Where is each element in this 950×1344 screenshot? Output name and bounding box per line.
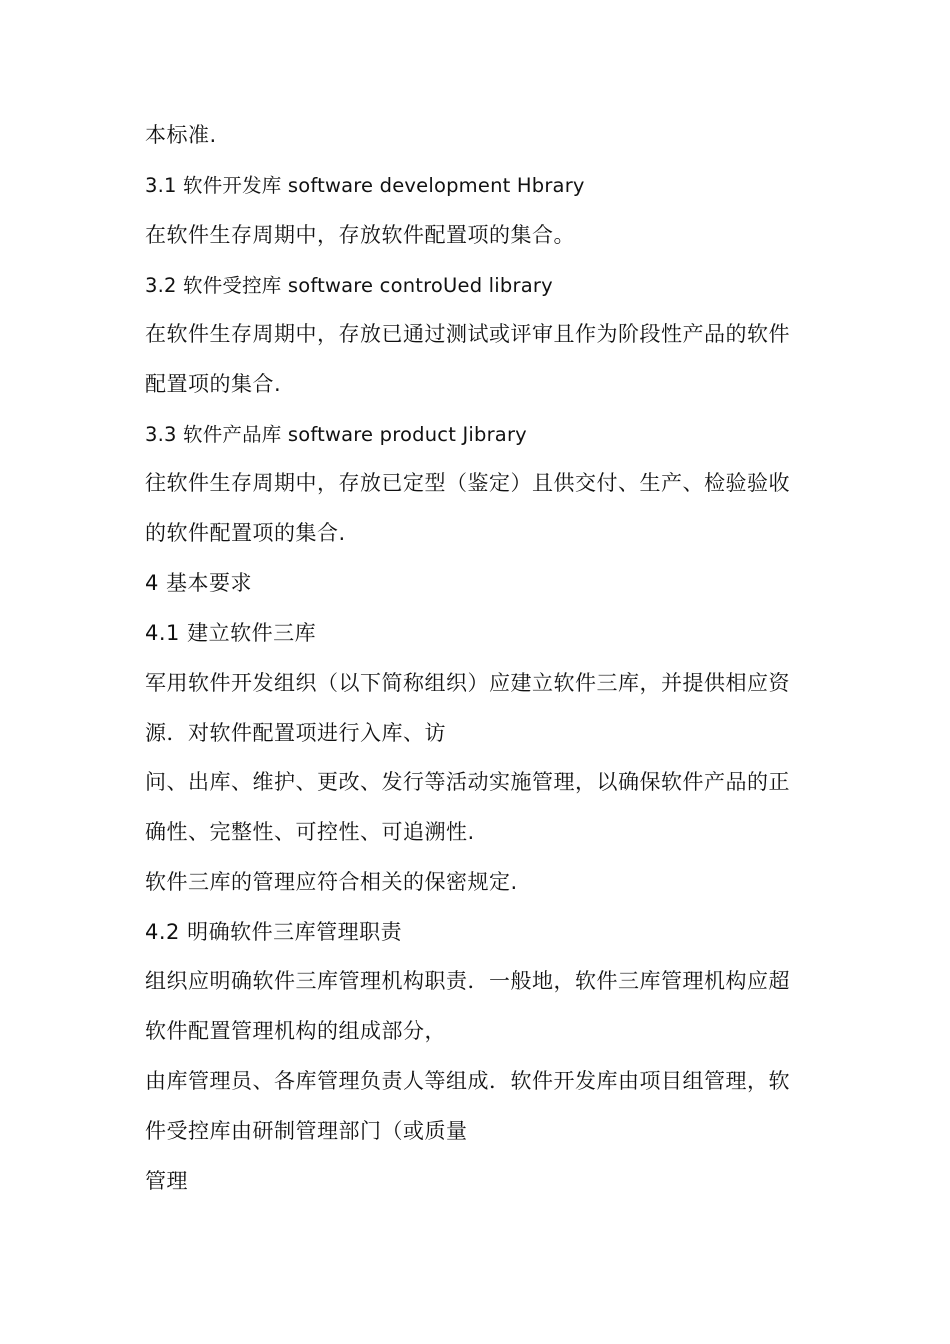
section-heading-4-1: 4.1 建立软件三库 [145,621,317,645]
text-line: 组织应明确软件三库管理机构职责．一般地，软件三库管理机构应超 [145,969,790,993]
section-heading-3-1: 3.1 软件开发库 software development Hbrary [145,174,585,197]
text-line: 本标准. [145,123,217,147]
text-line: 配置项的集合. [145,372,282,396]
text-line: 源．对软件配置项进行入库、访 [145,721,446,745]
text-line: 军用软件开发组织（以下简称组织）应建立软件三库，并提供相应资 [145,671,790,695]
text-line: 问、出库、维护、更改、发行等活动实施管理，以确保软件产品的正 [145,770,790,794]
section-heading-4: 4 基本要求 [145,571,253,595]
text-line: 件受控库由研制管理部门（或质量 [145,1119,468,1143]
text-line: 确性、完整性、可控性、可追溯性. [145,820,475,844]
text-line: 的软件配置项的集合. [145,521,346,545]
text-line: 在软件生存周期中，存放已通过测试或评审且作为阶段性产品的软件 [145,322,790,346]
text-line: 软件三库的管理应符合相关的保密规定. [145,870,518,894]
section-heading-3-3: 3.3 软件产品库 software product Jibrary [145,423,527,446]
text-line: 管理 [145,1169,188,1193]
text-line: 软件配置管理机构的组成部分， [145,1019,446,1043]
text-line: 往软件生存周期中，存放已定型（鉴定）且供交付、生产、检验验收 [145,471,790,495]
text-line: 由库管理员、各库管理负责人等组成．软件开发库由项目组管理，软 [145,1069,790,1093]
text-line: 在软件生存周期中，存放软件配置项的集合。 [145,223,575,247]
section-heading-3-2: 3.2 软件受控库 software controUed library [145,274,553,297]
section-heading-4-2: 4.2 明确软件三库管理职责 [145,920,403,944]
